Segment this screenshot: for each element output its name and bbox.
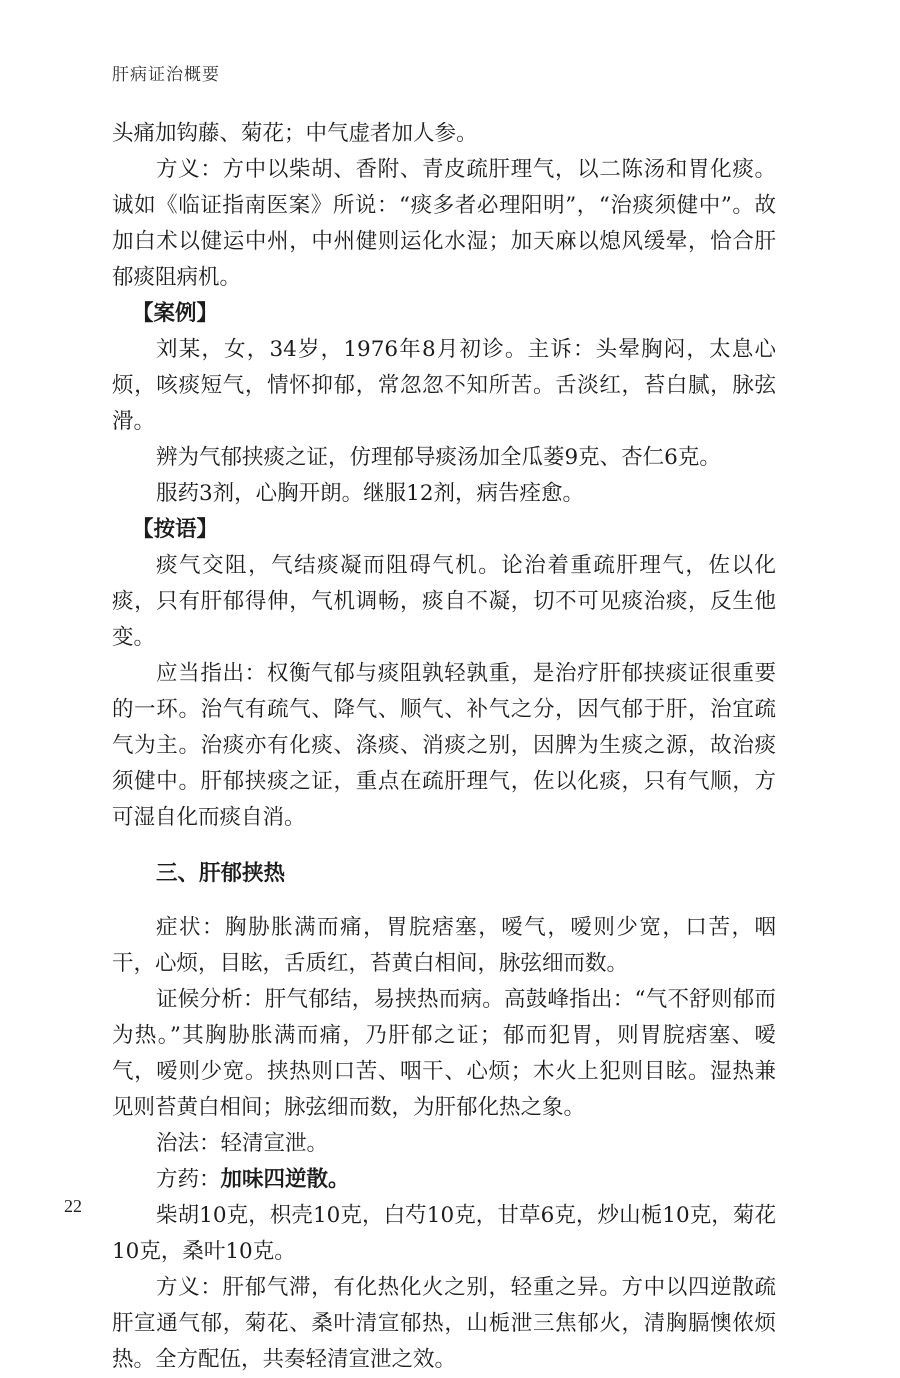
paragraph-treatment-method: 治法：轻清宣泄。 — [156, 1131, 329, 1156]
paragraph-note-2: 应当指出：权衡气郁与痰阻孰轻孰重，是治疗肝郁挟痰证很重要的一环。治气有疏气、降气、顺气、补气之分，因气郁于肝，治宜疏气为主。治痰亦有化痰、涤痰、消痰之别，因脾为生痰之源，故治痰须健中。肝郁挟痰之证，重点在疏肝理气，佐以化痰，只有气顺，方可湿自化而痰自消。 — [112, 661, 776, 830]
paragraph-formula-meaning: 方义：方中以柴胡、香附、青皮疏肝理气，以二陈汤和胃化痰。诚如《临证指南医案》所说：“痰多者必理阳明”，“治痰须健中”。故加白术以健运中州，中州健则运化水湿；加天麻以熄风缓晕，恰合肝郁痰阻病机。 — [112, 157, 776, 290]
paragraph-case-record: 刘某，女，34岁，1976年8月初诊。主诉：头晕胸闷，太息心烦，咳痰短气，情怀抑郁，常忽忽不知所苦。舌淡红，苔白腻，脉弦滑。 — [112, 337, 776, 434]
paragraph-formula-explanation: 方义：肝郁气滞，有化热化火之别，轻重之异。方中以四逆散疏肝宣通气郁，菊花、桑叶清宣郁热，山栀泄三焦郁火，清胸膈懊侬烦热。全方配伍，共奏轻清宣泄之效。 — [112, 1275, 776, 1372]
paragraph-note-1: 痰气交阻，气结痰凝而阻碍气机。论治着重疏肝理气，佐以化痰，只有肝郁得伸，气机调畅，痰自不凝，切不可见痰治痰，反生他变。 — [112, 553, 776, 650]
prescription-label: 方药： — [156, 1167, 221, 1192]
note-heading: 【按语】 — [132, 517, 219, 542]
paragraph-symptoms: 症状：胸胁胀满而痛，胃脘痞塞，嗳气，嗳则少宽，口苦，咽干，心烦，目眩，舌质红，苔黄白相间，脉弦细而数。 — [112, 915, 776, 976]
page-body — [112, 116, 776, 1378]
section-heading: 三、肝郁挟热 — [156, 861, 286, 886]
paragraph-ingredients: 柴胡10克，枳壳10克，白芍10克，甘草6克，炒山栀10克，菊花10克，桑叶10克。 — [112, 1203, 776, 1264]
case-heading: 【案例】 — [132, 301, 219, 326]
paragraph-headache-addition: 头痛加钩藤、菊花；中气虚者加人参。 — [112, 121, 478, 146]
paragraph-case-diagnosis: 辨为气郁挟痰之证，仿理郁导痰汤加全瓜蒌9克、杏仁6克。 — [156, 445, 721, 470]
page-number: 22 — [64, 1196, 82, 1216]
paragraph-syndrome-analysis: 证候分析：肝气郁结，易挟热而病。高鼓峰指出：“气不舒则郁而为热。”其胸胁胀满而痛，乃肝郁之证；郁而犯胃，则胃脘痞塞、嗳气，嗳则少宽。挟热则口苦、咽干、心烦；木火上犯则目眩。湿热兼见则苔黄白相间；脉弦细而数，为肝郁化热之象。 — [112, 987, 776, 1120]
paragraph-prescription — [112, 1162, 776, 1198]
prescription-name: 加味四逆散。 — [220, 1167, 350, 1192]
running-header: 肝病证治概要 — [112, 65, 220, 85]
paragraph-case-outcome: 服药3剂，心胸开朗。继服12剂，病告痊愈。 — [156, 481, 585, 506]
